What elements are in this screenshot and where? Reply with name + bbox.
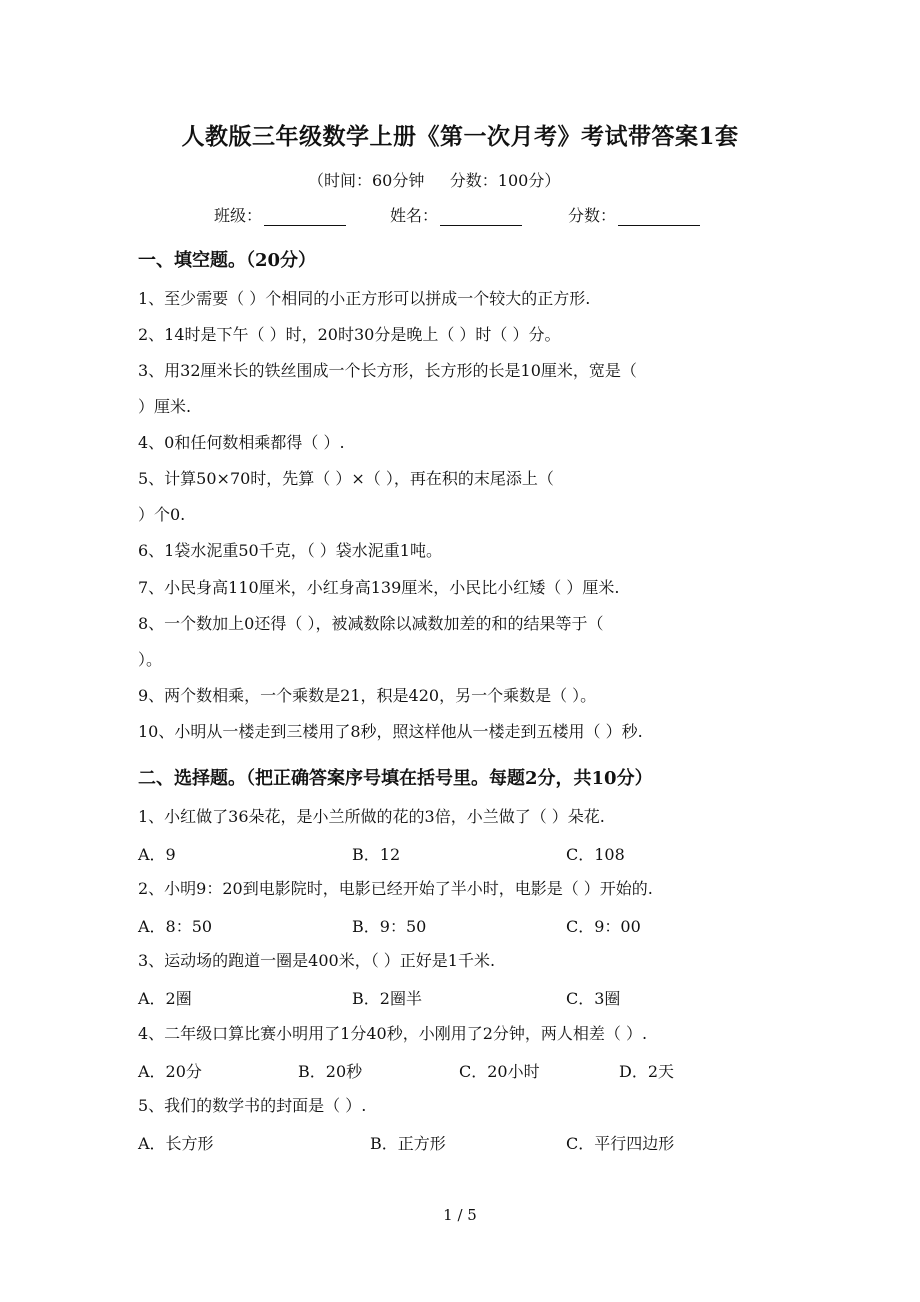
name-label: 姓名： [390, 206, 439, 225]
option-a[interactable]: A．8：50 [138, 917, 213, 936]
class-blank[interactable] [264, 207, 346, 226]
fill-question: 2、14时是下午（ ）时，20时30分是晚上（ ）时（ ）分。 [138, 325, 561, 344]
choice-options [138, 914, 778, 936]
option-c[interactable]: C．108 [566, 845, 625, 864]
fill-question: 9、两个数相乘，一个乘数是21，积是420，另一个乘数是（ ）。 [138, 686, 597, 705]
score-field [568, 203, 700, 226]
score-label: 分数： [568, 206, 617, 225]
document-title: 人教版三年级数学上册《第一次月考》考试带答案1套 [181, 123, 739, 150]
choice-options [138, 986, 778, 1008]
class-label: 班级： [214, 206, 263, 225]
option-b[interactable]: B．9：50 [352, 917, 427, 936]
option-b[interactable]: B．正方形 [370, 1134, 446, 1153]
option-c[interactable]: C．9：00 [566, 917, 641, 936]
section-2-heading: 二、选择题。（把正确答案序号填在括号里。每题2分，共10分） [138, 768, 653, 789]
choice-question: 3、运动场的跑道一圈是400米，（ ）正好是1千米. [138, 951, 496, 970]
class-field [214, 203, 346, 226]
section-1-heading: 一、填空题。（20分） [138, 250, 317, 271]
fill-question: 1、至少需要（ ）个相同的小正方形可以拼成一个较大的正方形. [138, 289, 591, 308]
fill-question: 8、一个数加上0还得（ ），被减数除以减数加差的和的结果等于（ [138, 614, 604, 633]
option-a[interactable]: A．长方形 [138, 1134, 214, 1153]
choice-question: 1、小红做了36朵花，是小兰所做的花的3倍，小兰做了（ ）朵花. [138, 807, 605, 826]
choice-options [138, 1059, 778, 1081]
option-b[interactable]: B．20秒 [298, 1062, 363, 1081]
option-a[interactable]: A．2圈 [138, 989, 192, 1008]
option-c[interactable]: C．3圈 [566, 989, 621, 1008]
choice-question: 4、二年级口算比赛小明用了1分40秒，小刚用了2分钟，两人相差（ ）. [138, 1024, 648, 1043]
fill-question: 5、计算50×70时，先算（ ）×（ ），再在积的末尾添上（ [138, 469, 554, 488]
name-field [390, 203, 522, 226]
option-d[interactable]: D．2天 [619, 1062, 675, 1081]
fill-question: 3、用32厘米长的铁丝围成一个长方形，长方形的长是10厘米，宽是（ [138, 361, 637, 380]
option-a[interactable]: A．20分 [138, 1062, 202, 1081]
fill-question: 6、1袋水泥重50千克，（ ）袋水泥重1吨。 [138, 541, 442, 560]
exam-meta: （时间：60分钟 分数：100分） [308, 171, 561, 190]
fill-question: 7、小民身高110厘米，小红身高139厘米，小民比小红矮（ ）厘米. [138, 578, 620, 597]
score-blank[interactable] [618, 207, 700, 226]
fill-question: 10、小明从一楼走到三楼用了8秒，照这样他从一楼走到五楼用（ ）秒. [138, 722, 643, 741]
choice-options [138, 1131, 778, 1153]
choice-options [138, 842, 778, 864]
option-b[interactable]: B．2圈半 [352, 989, 422, 1008]
fill-question: ）。 [138, 650, 163, 669]
fill-question: ）厘米. [138, 397, 192, 416]
page-number: 1 / 5 [443, 1206, 477, 1224]
option-c[interactable]: C．平行四边形 [566, 1134, 675, 1153]
choice-question: 5、我们的数学书的封面是（ ）. [138, 1096, 367, 1115]
option-b[interactable]: B．12 [352, 845, 401, 864]
fill-question: 4、0和任何数相乘都得（ ）. [138, 433, 345, 452]
choice-question: 2、小明9：20到电影院时，电影已经开始了半小时，电影是（ ）开始的. [138, 879, 653, 898]
name-blank[interactable] [440, 207, 522, 226]
option-c[interactable]: C．20小时 [459, 1062, 540, 1081]
option-a[interactable]: A．9 [138, 845, 176, 864]
fill-question: ）个0. [138, 505, 186, 524]
